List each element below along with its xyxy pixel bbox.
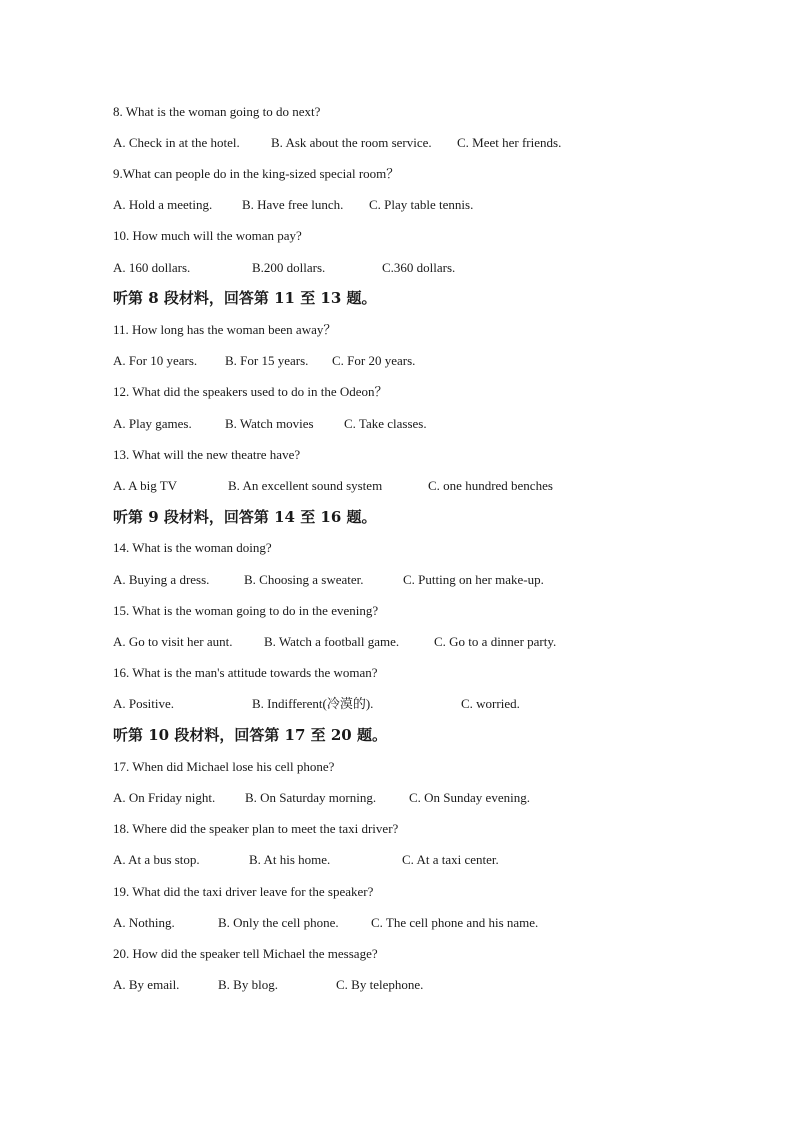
option-a: A. At a bus stop. [113,852,200,867]
question-15: 15. What is the woman going to do in the evening? [113,603,379,618]
question-20: 20. How did the speaker tell Michael the message? [113,946,378,961]
question-8: 8. What is the woman going to do next? [113,104,321,119]
option-c: C. On Sunday evening. [409,790,530,805]
option-a: A. Positive. [113,696,175,711]
option-a: A. Go to visit her aunt. [113,634,233,649]
question-19: 19. What did the taxi driver leave for the speaker? [113,884,374,899]
option-a: A. Play games. [113,416,192,431]
option-c: C. By telephone. [336,977,424,992]
option-b: B. At his home. [249,852,331,867]
option-c: C. one hundred benches [428,478,553,493]
option-c: C. Meet her friends. [457,135,562,150]
section-heading-9: 听第 9 段材料，回答第 14 至 16 题。 [113,508,377,526]
option-a: A. Nothing. [113,915,175,930]
option-a: A. Hold a meeting. [113,197,213,212]
section-heading-8: 听第 8 段材料，回答第 11 至 13 题。 [113,289,377,307]
option-c: C. worried. [461,696,520,711]
option-b: B. Watch movies [225,416,314,431]
option-b: B. On Saturday morning. [245,790,377,805]
option-b: B.200 dollars. [252,260,326,275]
option-b: B. Only the cell phone. [218,915,339,930]
section-heading-10: 听第 10 段材料，回答第 17 至 20 题。 [113,726,387,744]
option-a: A. By email. [113,977,180,992]
question-9: 9.What can people do in the king-sized special room？ [113,166,400,181]
question-17: 17. When did Michael lose his cell phone? [113,759,335,774]
option-a: A. A big TV [113,478,178,493]
option-a: A. 160 dollars. [113,260,191,275]
option-b: B. An excellent sound system [228,478,383,493]
option-c: C. Go to a dinner party. [434,634,557,649]
question-12: 12. What did the speakers used to do in the Odeon？ [113,384,388,399]
option-c: C.360 dollars. [382,260,456,275]
option-b: B. Indifferent(冷漠的). [252,696,374,711]
option-b: B. For 15 years. [225,353,309,368]
question-11: 11. How long has the woman been away？ [113,322,337,337]
question-14: 14. What is the woman doing? [113,540,272,555]
option-c: C. Take classes. [344,416,427,431]
question-18: 18. Where did the speaker plan to meet the taxi driver? [113,821,399,836]
option-c: C. Putting on her make-up. [403,572,544,587]
option-c: C. At a taxi center. [402,852,499,867]
option-b: B. Watch a football game. [264,634,400,649]
question-10: 10. How much will the woman pay? [113,228,302,243]
option-c: C. For 20 years. [332,353,416,368]
option-a: A. For 10 years. [113,353,198,368]
question-13: 13. What will the new theatre have? [113,447,301,462]
option-a: A. On Friday night. [113,790,216,805]
option-c: C. Play table tennis. [369,197,474,212]
option-c: C. The cell phone and his name. [371,915,539,930]
option-a: A. Check in at the hotel. [113,135,240,150]
option-a: A. Buying a dress. [113,572,210,587]
option-b: B. Choosing a sweater. [244,572,364,587]
option-b: B. Ask about the room service. [271,135,432,150]
option-b: B. Have free lunch. [242,197,344,212]
question-16: 16. What is the man's attitude towards the woman? [113,665,378,680]
option-b: B. By blog. [218,977,278,992]
